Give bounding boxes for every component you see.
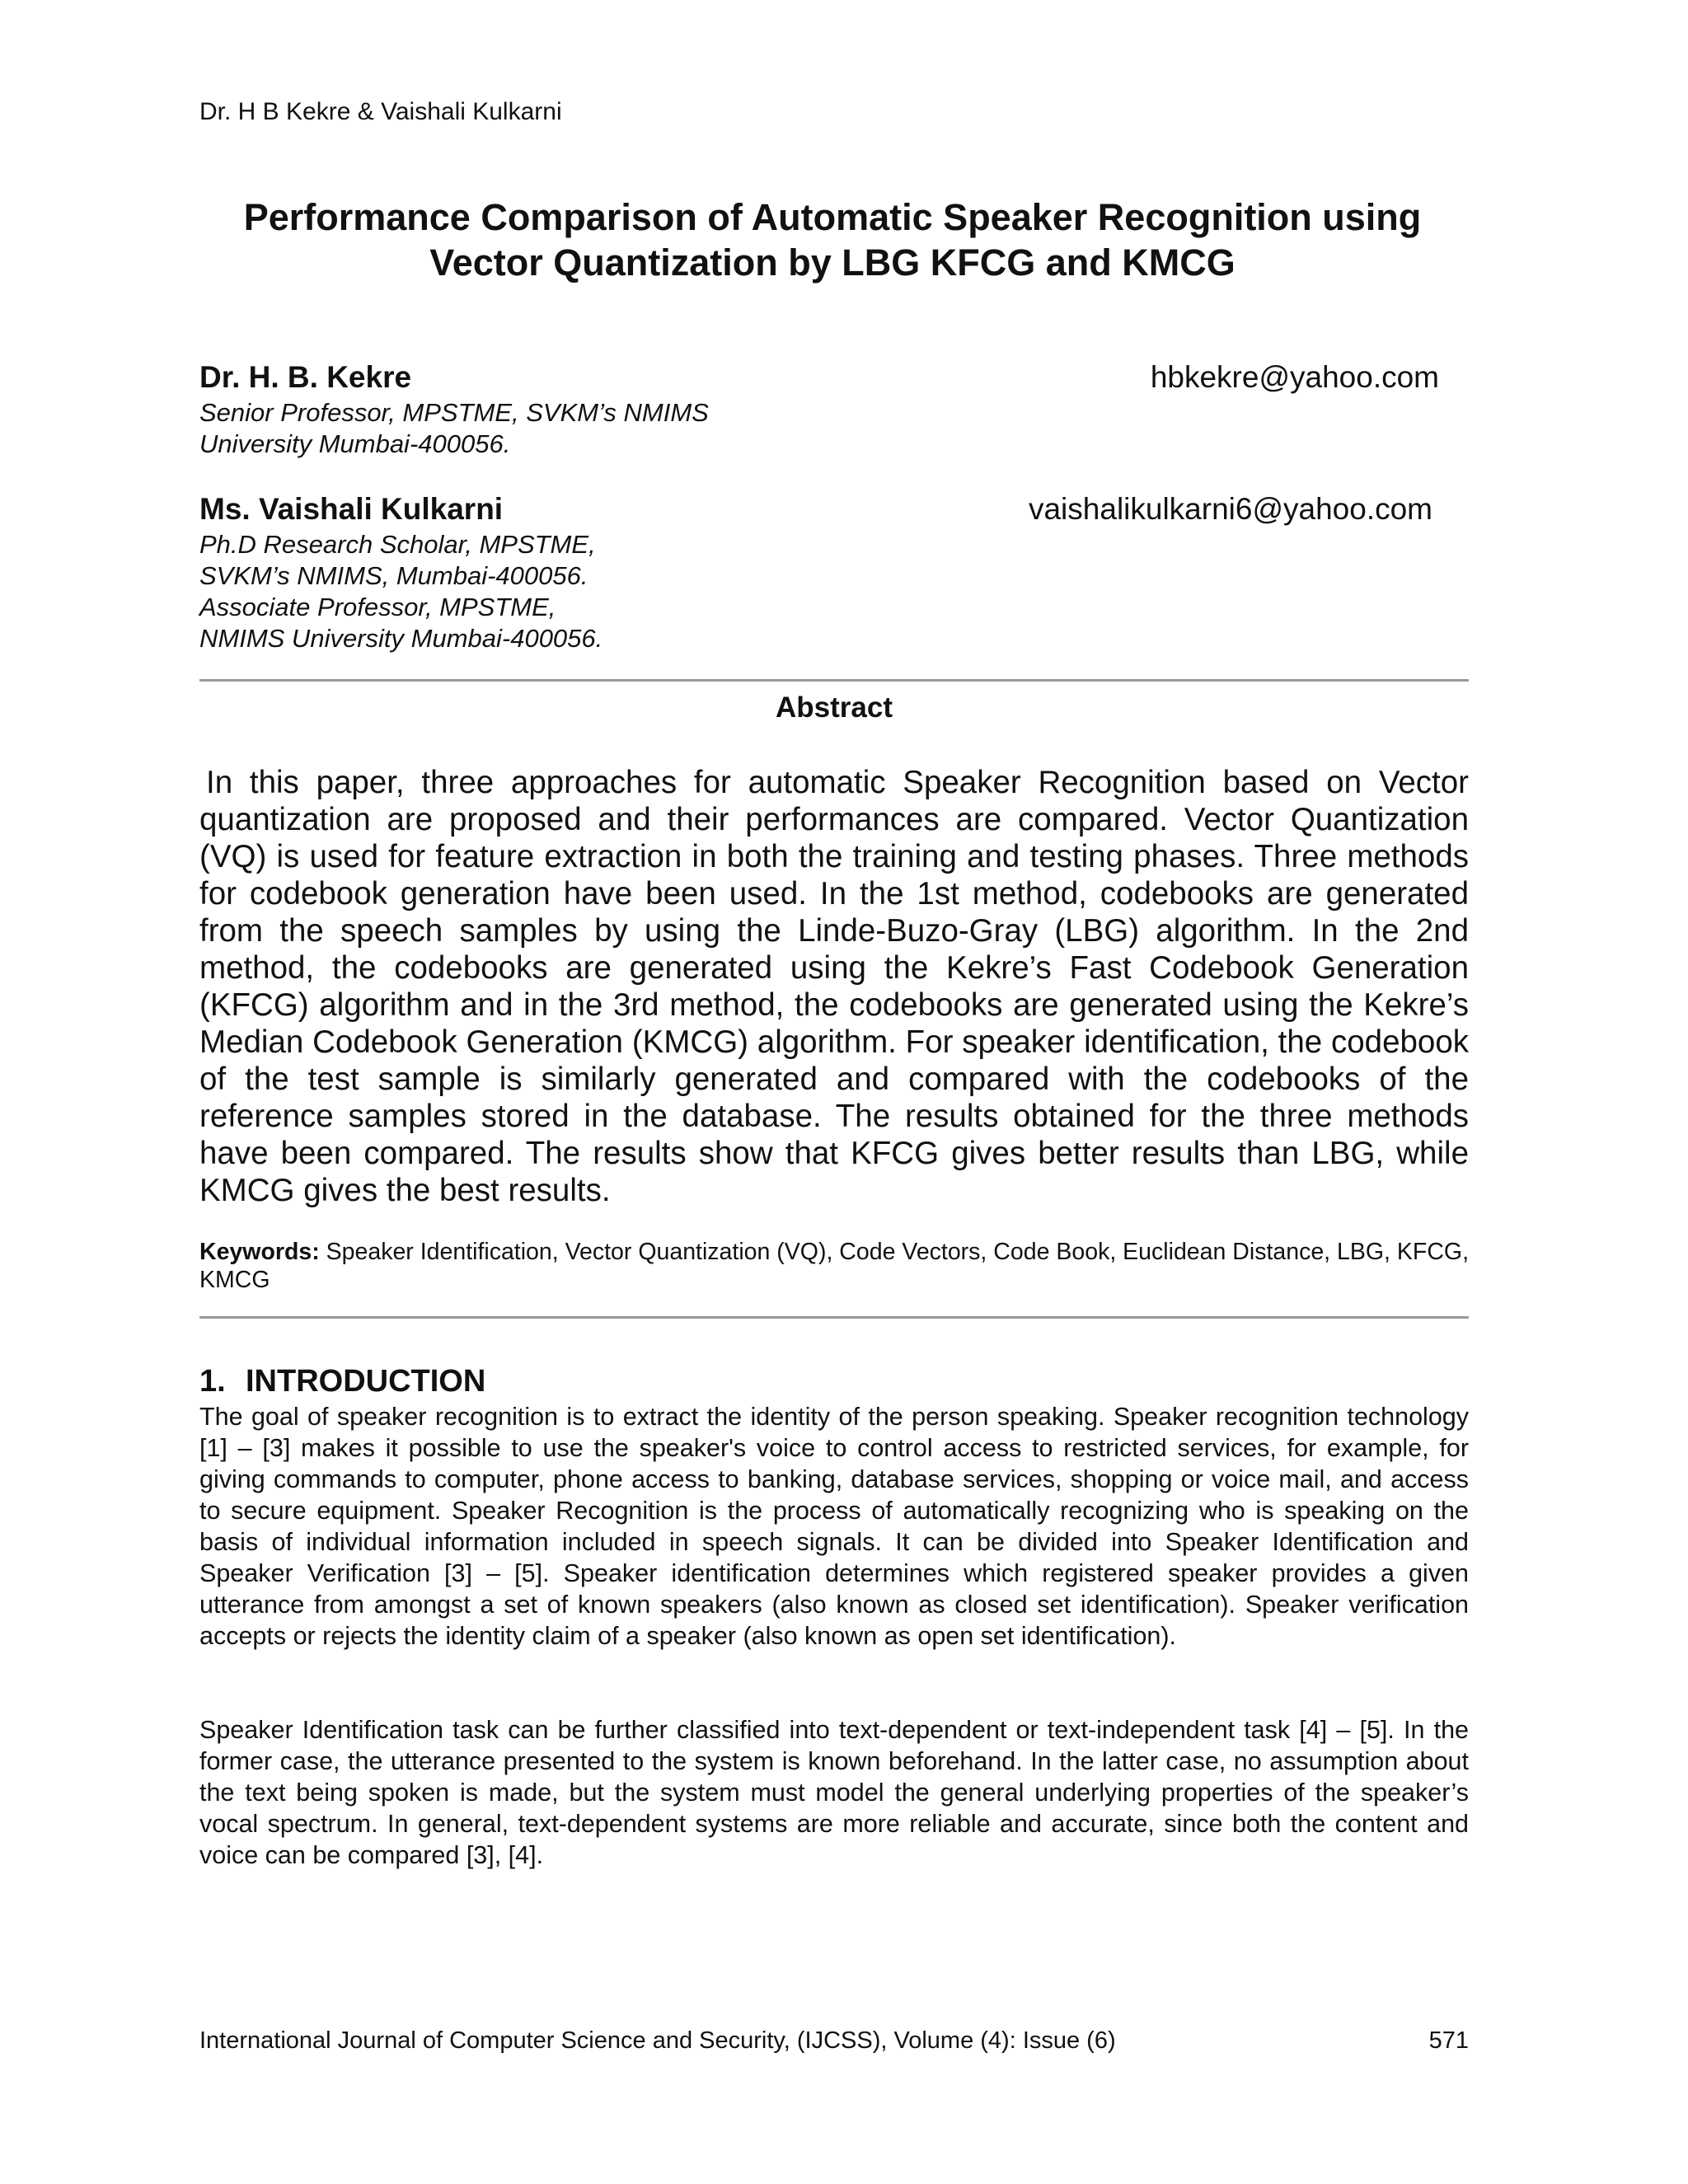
author-2-email: vaishalikulkarni6@yahoo.com xyxy=(1028,492,1432,526)
bottom-divider xyxy=(199,1316,1469,1319)
page-number: 571 xyxy=(1428,2027,1469,2054)
keywords-label: Keywords: xyxy=(199,1239,320,1265)
author-2-name: Ms. Vaishali Kulkarni xyxy=(199,492,504,526)
title-line-2: Vector Quantization by LBG KFCG and KMCG xyxy=(429,241,1236,284)
body-paragraph: The goal of speaker recognition is to extract the identity of the person speaking. Speaker recognition technology [1] – [3] makes it possible to use the speaker's voice to control access to restricted services, for example, for giving commands to computer, phone access to banking, database services, shopping or voice mail, and access to secure equipment. Speaker Recognition is the process of automatically recognizing who is speaking on the basis of individual information included in speech signals. It can be divided into Speaker Identification and Speaker Verification [3] – [5]. Speaker identification determines which registered speaker provides a given utterance from amongst a set of known speakers (also known as closed set identification). Speaker verification accepts or rejects the identity claim of a speaker (also known as open set identification). xyxy=(199,1403,1469,1650)
keywords xyxy=(199,1238,1469,1294)
section-title: INTRODUCTION xyxy=(246,1364,486,1399)
top-divider xyxy=(199,679,1469,682)
author-2-affiliation xyxy=(199,529,603,654)
affiliation-line: Senior Professor, MPSTME, SVKM’s NMIMS xyxy=(199,398,709,427)
abstract-heading: Abstract xyxy=(776,691,893,724)
author-1-affiliation xyxy=(199,397,709,460)
affiliation-line: SVKM’s NMIMS, Mumbai-400056. xyxy=(199,561,588,590)
affiliation-line: University Mumbai-400056. xyxy=(199,429,511,458)
author-1-email: hbkekre@yahoo.com xyxy=(1150,360,1439,394)
affiliation-line: Associate Professor, MPSTME, xyxy=(199,593,556,621)
title-line-1: Performance Comparison of Automatic Speaker Recognition using xyxy=(243,196,1422,238)
section-number: 1. xyxy=(199,1364,226,1399)
affiliation-line: NMIMS University Mumbai-400056. xyxy=(199,624,603,653)
paper-title xyxy=(165,194,1500,285)
keywords-text: Speaker Identification, Vector Quantization (VQ), Code Vectors, Code Book, Euclidean Distance, LBG, KFCG, KMCG xyxy=(199,1239,1469,1293)
footer-journal: International Journal of Computer Science and Security, (IJCSS), Volume (4): Issue (6) xyxy=(199,2027,1116,2054)
section-heading xyxy=(199,1362,485,1400)
abstract-text: In this paper, three approaches for automatic Speaker Recognition based on Vector quantization are proposed and their performances are compared. Vector Quantization (VQ) is used for feature extraction in both the training and testing phases. Three methods for codebook generation have been used. In the 1st method, codebooks are generated from the speech samples by using the Linde-Buzo-Gray (LBG) algorithm. In the 2nd method, the codebooks are generated using the Kekre’s Fast Codebook Generation (KFCG) algorithm and in the 3rd method, the codebooks are generated using the Kekre’s Median Codebook Generation (KMCG) algorithm. For speaker identification, the codebook of the test sample is similarly generated and compared with the codebooks of the reference samples stored in the database. The results obtained for the three methods have been compared. The results show that KFCG gives better results than LBG, while KMCG gives the best results. xyxy=(199,765,1469,1208)
affiliation-line: Ph.D Research Scholar, MPSTME, xyxy=(199,530,596,559)
running-head: Dr. H B Kekre & Vaishali Kulkarni xyxy=(199,98,562,125)
body-paragraph: Speaker Identification task can be further classified into text-dependent or text-independent task [4] – [5]. In the former case, the utterance presented to the system is known beforehand. In the latter case, no assumption about the text being spoken is made, but the system must model the general underlying properties of the speaker’s vocal spectrum. In general, text-dependent systems are more reliable and accurate, since both the content and voice can be compared [3], [4]. xyxy=(199,1716,1469,1869)
author-1-name: Dr. H. B. Kekre xyxy=(199,360,412,394)
